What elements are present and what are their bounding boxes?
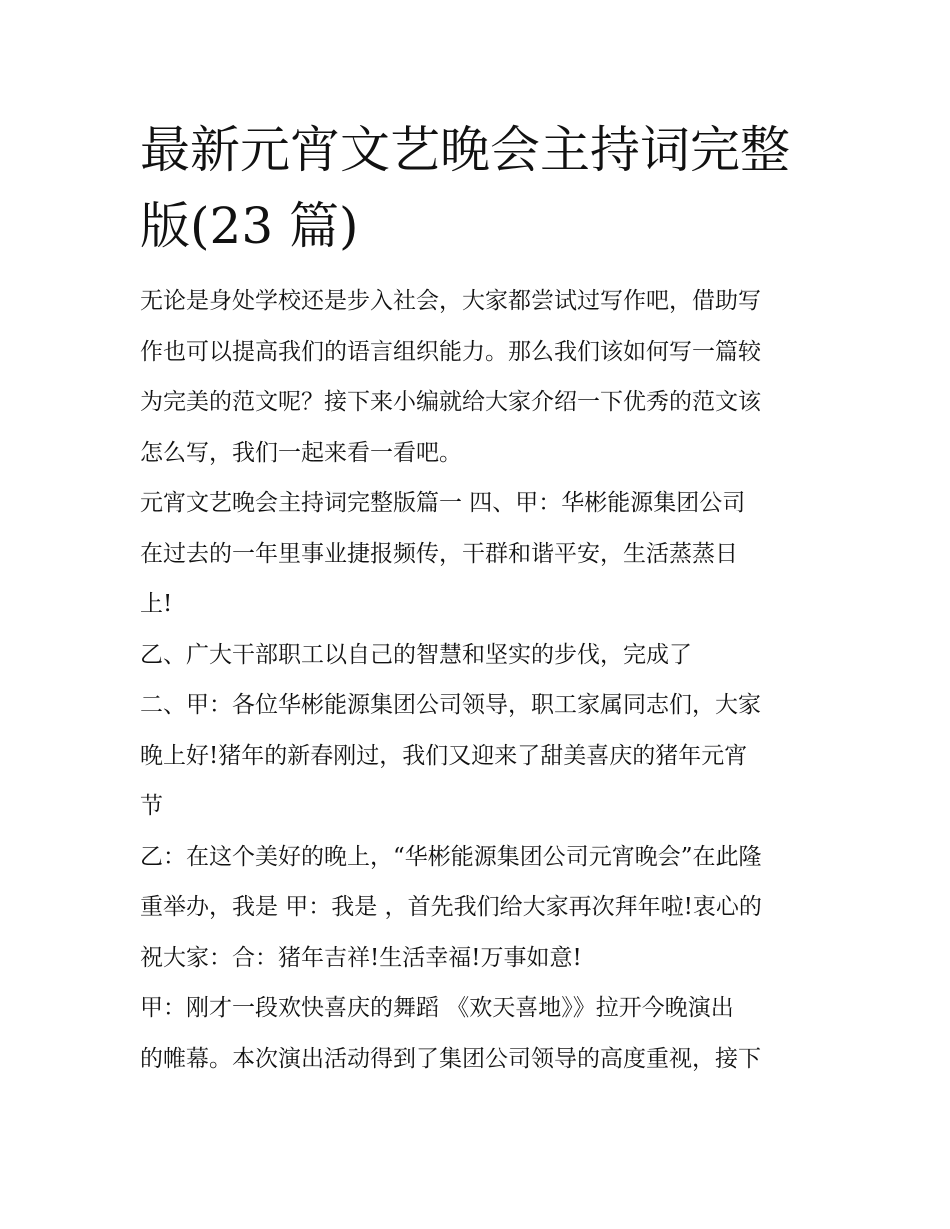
body-line: 重举办，我是 甲：我是 ，首先我们给大家再次拜年啦!衷心的 [140,894,762,920]
body-line: 上! [140,591,173,617]
document-title [140,112,820,264]
body-line: 作也可以提高我们的语言组织能力。那么我们该如何写一篇较 [140,338,761,365]
body-line: 节 [140,793,163,819]
body-line: 的帷幕。本次演出活动得到了集团公司领导的高度重视，接下 [140,1045,761,1072]
body-line: 晚上好!猪年的新春刚过，我们又迎来了甜美喜庆的猪年元宵 [140,742,748,769]
title-line-2: 版(23 篇) [140,197,359,255]
body-line: 无论是身处学校还是步入社会，大家都尝试过写作吧，借助写 [140,288,761,314]
document-body [140,276,820,1084]
title-line-1: 最新元宵文艺晚会主持词完整 [140,121,790,179]
body-line: 甲：刚才一段欢快喜庆的舞蹈 《欢天喜地》》拉开今晚演出 [140,995,734,1021]
body-line: 乙：在这个美好的晚上，“华彬能源集团公司元宵晚会”在此隆 [140,843,762,870]
body-line: 元宵文艺晚会主持词完整版篇一 四、甲：华彬能源集团公司 [140,490,746,516]
body-line: 为完美的范文呢？接下来小编就给大家介绍一下优秀的范文该 [140,389,761,415]
body-line: 怎么写，我们一起来看一看吧。 [140,439,462,466]
body-line: 乙、广大干部职工以自己的智慧和坚实的步伐，完成了 [140,641,692,668]
body-line: 二、甲：各位华彬能源集团公司领导，职工家属同志们，大家 [140,692,761,718]
body-line: 祝大家：合：猪年吉祥!生活幸福!万事如意! [140,944,582,971]
body-line: 在过去的一年里事业捷报频传，干群和谐平安，生活蒸蒸日 [140,540,738,567]
